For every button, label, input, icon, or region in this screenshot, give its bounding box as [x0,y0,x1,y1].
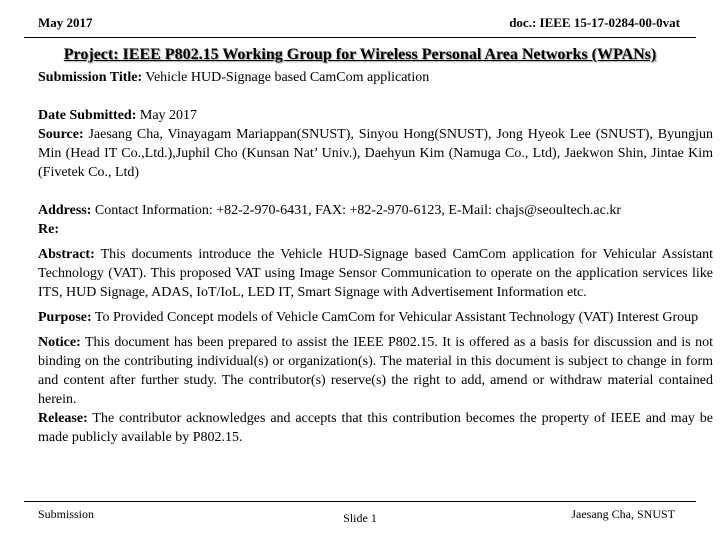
date-submitted-value: May 2017 [136,108,198,123]
header-date: May 2017 [38,15,93,30]
address-field [38,201,713,220]
notice-value: This document has been prepared to assist the IEEE P802.15. It is offered as a basis for discussion and is not binding on the contributing individual(s) or organization(s). The material in this document is subject to change in form and content after further study. The contributor(s) reserve(s) the right to add, amend or withdraw material contained herein. [38,335,713,407]
footer-slide-number: Slide 1 [343,511,377,525]
re-label: Re: [38,222,59,237]
release-label: Release: [38,411,88,426]
notice-field [38,333,713,409]
date-submitted-field [38,106,713,125]
footer-submission: Submission [38,507,95,521]
footer-divider [24,501,696,502]
notice-label: Notice: [38,335,81,350]
abstract-value: This documents introduce the Vehicle HUD-Signage based CamCom application for Vehicular Assistant Technology (VAT). This proposed VAT using Image Sensor Communication to operate on the application services like ITS, HUD Signage, ADAS, IoT/IoL, LED IT, Smart Signage with Advertisement Information etc. [38,247,713,300]
purpose-label: Purpose: [38,310,92,325]
abstract-label: Abstract: [38,247,95,262]
abstract-field [38,245,713,302]
header-divider [24,37,696,38]
submission-title-field [38,68,713,87]
submission-title-label: Submission Title: [38,70,143,85]
address-value: Contact Information: +82-2-970-6431, FAX: +82-2-970-6123, E-Mail: chajs@seoultech.ac.kr [91,203,622,218]
date-submitted-label: Date Submitted: [38,108,137,123]
footer-author: Jaesang Cha, SNUST [571,507,675,521]
source-value: Jaesang Cha, Vinayagam Mariappan(SNUST), Sinyou Hong(SNUST), Jong Hyeok Lee (SNUST), Byungjun Min (Head IT Co.,Ltd.),Juphil Cho (Kunsan Nat’ Univ.), Daehyun Kim (Namuga Co., Ltd), Jaekwon Shin, Jintae Kim (Fivetek Co., Ltd) [38,127,713,180]
source-field [38,125,713,182]
purpose-field [38,308,713,327]
header-doc-id: doc.: IEEE 15-17-0284-00-0vat [509,15,680,30]
submission-title-value: Vehicle HUD-Signage based CamCom application [142,70,430,85]
re-field [38,220,713,239]
source-label: Source: [38,127,84,142]
release-value: The contributor acknowledges and accepts that this contribution becomes the property of IEEE and may be made publicly available by P802.15. [38,411,713,445]
address-label: Address: [38,203,92,218]
document-body [38,68,713,447]
page-title: Project: IEEE P802.15 Working Group for Wireless Personal Area Networks (WPANs) [63,46,657,63]
purpose-value: To Provided Concept models of Vehicle CamCom for Vehicular Assistant Technology (VAT) Interest Group [91,310,699,325]
release-field [38,409,713,447]
